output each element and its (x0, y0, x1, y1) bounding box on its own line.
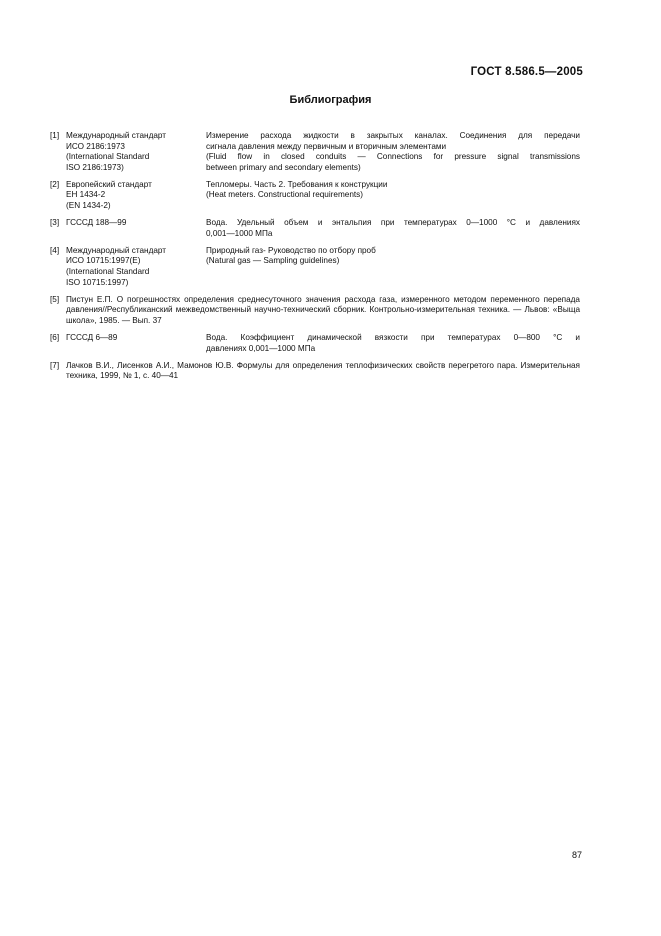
entry-number: [4] (50, 245, 60, 255)
bibliography-entry-1 (50, 131, 580, 173)
entry-description (206, 246, 580, 288)
entry-text: Пистун Е.П. О погрешностях определения среднесуточного значения расхода газа, измеренного методом переменного перепада давления//Республиканский межведомственный научно-технический сборник. Контрольно-измерительная техника. — Львов: «Выща школа», 1985. — Вып. 37 (66, 294, 580, 325)
bibliography-entry-2 (50, 180, 580, 212)
entry-source: ГСССД 6—89 (66, 333, 118, 342)
description-line: between primary and secondary elements) (206, 162, 361, 172)
entry-source: ГСССД 188—99 (66, 218, 127, 228)
entry-source: Европейский стандарт ЕН 1434-2 (EN 1434-2) (66, 179, 152, 211)
description-line: Вода. Удельный объем и энтальпия при температурах 0—1000 °С и давлениях (206, 218, 580, 228)
description-line: Тепломеры. Часть 2. Требования к конструкции (206, 179, 388, 189)
bibliography-list (50, 131, 580, 388)
entry-description (206, 333, 580, 354)
description-line: Измерение расхода жидкости в закрытых каналах. Соединения для передачи (206, 131, 580, 140)
entry-description (206, 131, 580, 173)
description-line: 0,001—1000 МПа (206, 228, 273, 238)
entry-number: [6] (50, 333, 60, 342)
entry-description (206, 180, 580, 212)
description-line: (Natural gas — Sampling guidelines) (206, 256, 340, 266)
entry-description (206, 218, 580, 239)
document-code: ГОСТ 8.586.5—2005 (470, 66, 583, 78)
description-line: (Fluid flow in closed conduits — Connections for pressure signal transmissions (206, 152, 580, 162)
entry-number: [1] (50, 131, 60, 140)
entry-source: Международный стандарт ИСО 2186:1973 (International Standard ISO 2186:1973) (66, 131, 167, 172)
entry-number: [3] (50, 218, 60, 228)
bibliography-entry-7 (50, 361, 580, 382)
description-line: (Heat meters. Constructional requirements) (206, 190, 363, 200)
bibliography-entry-4 (50, 246, 580, 288)
description-line: давлениях 0,001—1000 МПа (206, 343, 316, 353)
entry-text: Лачков В.И., Лисенков А.И., Мамонов Ю.В. Формулы для определения теплофизических свойств перегретого пара. Измерительная техника, 1999, № 1, с. 40—41 (66, 360, 580, 381)
entry-number: [7] (50, 360, 60, 370)
bibliography-entry-5 (50, 295, 580, 327)
entry-source: Международный стандарт ИСО 10715:1997(Е) (International Standard ISO 10715:1997) (66, 245, 167, 287)
entry-number: [2] (50, 179, 60, 189)
description-line: Вода. Коэффициент динамической вязкости при температурах 0—800 °С и (206, 333, 580, 342)
bibliography-entry-3 (50, 218, 580, 239)
page-number: 87 (571, 850, 582, 860)
bibliography-entry-6 (50, 333, 580, 354)
description-line: Природный газ- Руководство по отбору проб (206, 245, 376, 255)
page-title: Библиография (289, 94, 372, 106)
entry-number: [5] (50, 294, 60, 304)
description-line: сигнала давления между первичным и вторичным элементами (206, 141, 447, 151)
